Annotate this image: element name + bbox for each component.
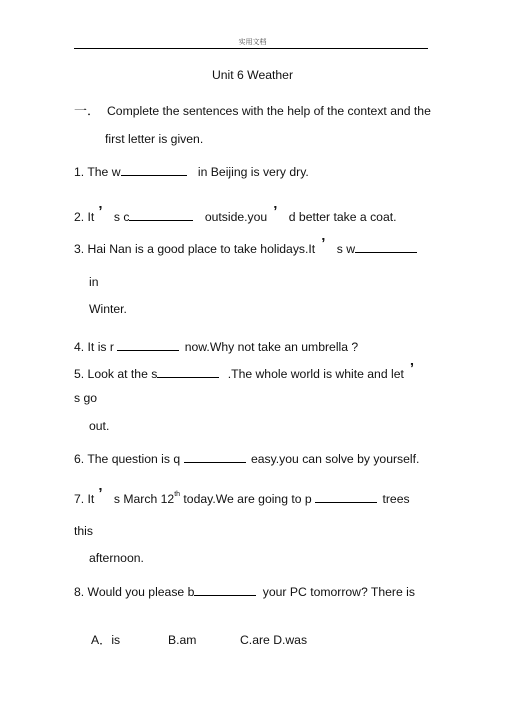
header-rule: [74, 48, 428, 49]
q1-text-before: 1. The w: [74, 165, 121, 179]
q2-text-b: s c: [113, 210, 130, 224]
q3-continuation-1: in: [89, 275, 99, 289]
section-heading: [74, 104, 431, 119]
section-number: 一．: [74, 104, 101, 119]
q2-text-d: d better take a coat.: [288, 210, 397, 224]
question-7: [74, 485, 410, 506]
q2-blank[interactable]: [129, 208, 193, 221]
q5-text-a: 5. Look at the s: [74, 367, 158, 381]
q7-text-b: s March 12: [113, 492, 175, 506]
q7-blank[interactable]: [315, 490, 377, 503]
q2-text-c: outside.you: [204, 210, 268, 224]
q2-text-a: 2. It: [74, 210, 95, 224]
q6-text-b: easy.you can solve by yourself.: [250, 452, 420, 466]
question-2: [74, 203, 397, 224]
q7-continuation-1: this: [74, 524, 93, 538]
question-5: [74, 360, 415, 381]
q1-blank[interactable]: [121, 163, 187, 176]
q3-text-a: 3. Hai Nan is a good place to take holidays.It: [74, 242, 316, 256]
q7-text-a: 7. It: [74, 492, 95, 506]
q5-text-b: .The whole world is white and let: [227, 367, 404, 381]
q7-superscript: th: [174, 491, 181, 498]
q8-text-b: your PC tomorrow? There is: [262, 585, 415, 599]
q6-text-a: 6. The question is q: [74, 452, 181, 466]
q7-text-c: today.We are going to p: [183, 492, 312, 506]
q4-text-a: 4. It is r: [74, 340, 114, 354]
q3-continuation-2: Winter.: [89, 302, 127, 316]
q3-text-b: s w: [336, 242, 356, 256]
q3-apostrophe: ’: [321, 235, 326, 252]
question-3: [74, 235, 417, 256]
q7-continuation-2: afternoon.: [89, 551, 144, 565]
question-1: [74, 163, 309, 179]
page-header-text: 实用文档: [238, 38, 267, 46]
document-title: Unit 6 Weather: [211, 68, 294, 82]
section-instruction-line2: first letter is given.: [105, 132, 204, 146]
q4-text-b: now.Why not take an umbrella ?: [184, 340, 359, 354]
q2-apostrophe-2: ’: [273, 203, 278, 220]
choice-a: A．is: [91, 633, 121, 647]
q5-continuation-2: out.: [89, 419, 110, 433]
q5-blank[interactable]: [157, 365, 219, 378]
question-8: [74, 583, 415, 599]
q3-blank[interactable]: [355, 240, 417, 253]
choice-c-d: C.are D.was: [240, 633, 308, 647]
question-6: [74, 450, 419, 466]
q8-text-a: 8. Would you please b: [74, 585, 195, 599]
q7-text-d: trees: [382, 492, 410, 506]
q1-text-after: in Beijing is very dry.: [197, 165, 309, 179]
q6-blank[interactable]: [184, 450, 246, 463]
q7-apostrophe: ’: [98, 485, 103, 502]
choice-b: B.am: [168, 633, 197, 647]
q5-apostrophe: ’: [409, 360, 415, 377]
question-4: [74, 338, 358, 354]
q5-continuation-1: s go: [74, 391, 98, 405]
q4-blank[interactable]: [117, 338, 179, 351]
section-instruction-line1: Complete the sentences with the help of the context and the: [107, 104, 431, 118]
q2-apostrophe-1: ’: [98, 203, 103, 220]
q8-blank[interactable]: [194, 583, 256, 596]
